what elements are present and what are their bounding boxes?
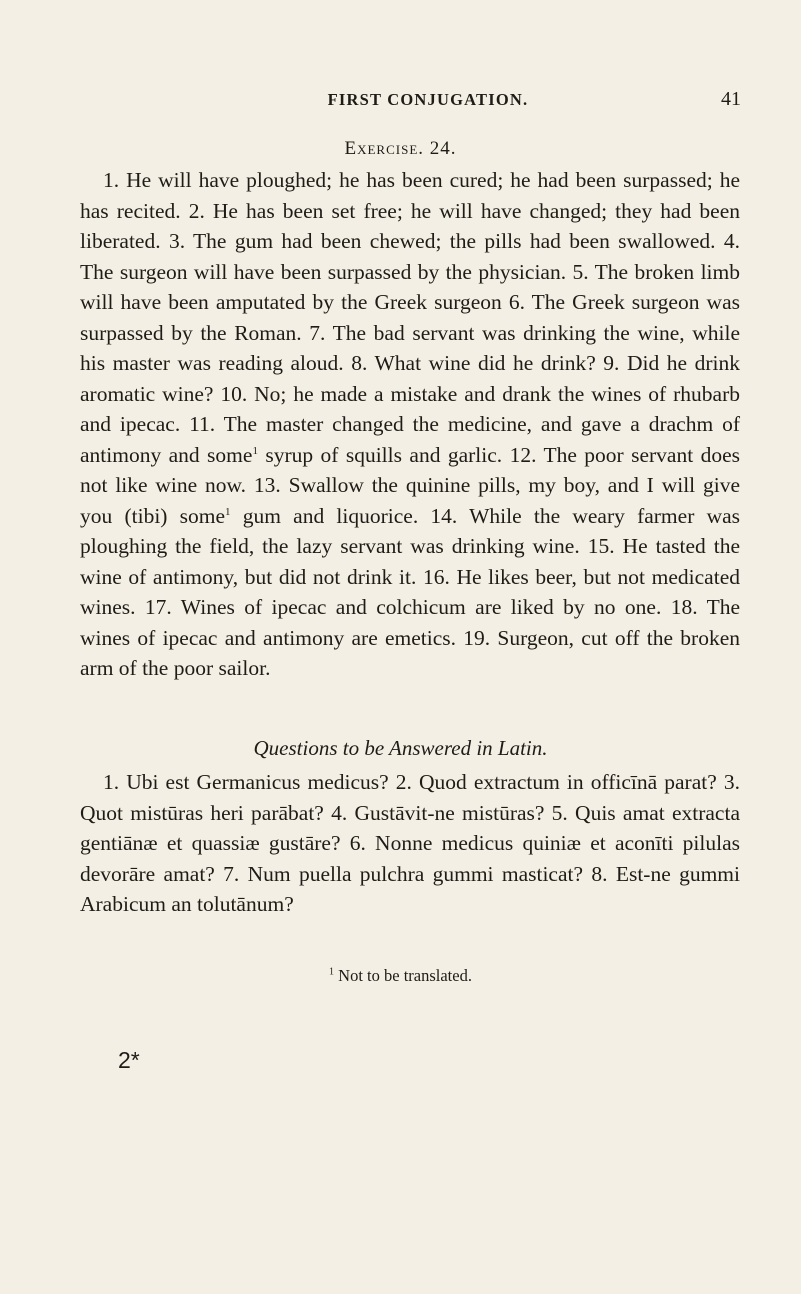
signature-mark: 2* [118, 1047, 140, 1073]
exercise-text-part-2: syrup of squills and garlic. 12. The poor servant does not like wine now. 13. Swallow the quinine pills, my boy, and I will give you (tibi) some [80, 442, 740, 528]
exercise-heading-text: Exercise. 24. [344, 138, 457, 159]
running-head [115, 88, 741, 112]
footnote-mark: 1 [329, 966, 335, 978]
exercise-paragraph [80, 165, 740, 684]
questions-body [80, 767, 740, 920]
exercise-text-part-3: gum and liquorice. 14. While the weary farmer was ploughing the field, the lazy servant was drinking wine. 15. He tasted the wine of antimony, but did not drink it. 16. He likes beer, but not medicated wines. 17. Wines of ipecac and colchicum are liked by no one. 18. The wines of ipecac and antimony are emetics. 19. Surgeon, cut off the broken arm of the poor sailor. [80, 503, 741, 680]
questions-paragraph: 1. Ubi est Germanicus medicus? 2. Quod extractum in officīnā parat? 3. Quot mistūras heri parābat? 4. Gustāvit-ne mistūras? 5. Quis amat extracta gentiānæ et quassiæ gustāre? 6. Nonne medicus quiniæ et aconīti pilulas devorāre amat? 7. Num puella pulchra gummi masticat? 8. Est-ne gummi Arabicum an tolutānum? [80, 770, 740, 916]
exercise-heading [0, 138, 801, 160]
questions-heading: Questions to be Answered in Latin. [253, 736, 548, 760]
footnote-reference: 1 [252, 444, 258, 457]
footnote [0, 966, 801, 986]
exercise-body [80, 165, 740, 684]
exercise-text-part-1: 1. He will have ploughed; he has been cured; he had been surpassed; he has recited. 2. He has been set free; he will have changed; they had been liberated. 3. The gum had been chewed; the pills had been swallowed. 4. The surgeon will have been surpassed by the physician. 5. The broken limb will have been amputated by the Greek surgeon 6. The Greek surgeon was surpassed by the Roman. 7. The bad servant was drinking the wine, while his master was reading aloud. 8. What wine did he drink? 9. Did he drink aromatic wine? 10. No; he made a mistake and drank the wines of rhubarb and ipecac. 11. The master changed the medicine, and gave a drachm of antimony and some [80, 168, 740, 467]
page-number: 41 [721, 88, 741, 110]
footnote-reference: 1 [225, 505, 231, 518]
running-title: FIRST CONJUGATION. [327, 90, 529, 109]
footnote-text: Not to be translated. [334, 966, 472, 985]
